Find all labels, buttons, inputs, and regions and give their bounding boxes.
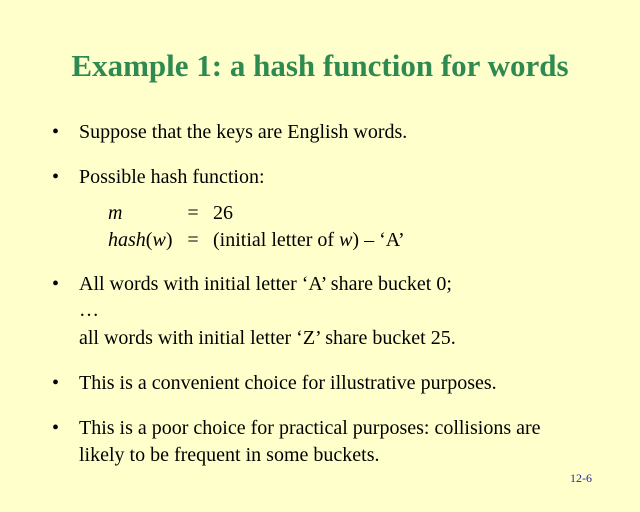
bucket-z-line: all words with initial letter ‘Z’ share bucket 25. [79, 327, 456, 349]
collisions-line: likely to be frequent in some buckets. [79, 444, 380, 466]
bullet-dot: • [52, 417, 60, 439]
formula-m-lhs [108, 200, 178, 227]
page-number: 12-6 [570, 471, 592, 485]
equals-sign: = [187, 202, 199, 224]
bullet-dot: • [52, 121, 60, 143]
rhs-prefix: (initial letter of [213, 229, 340, 251]
bullet-bucket-a [52, 271, 452, 298]
bullet-hash-function [52, 164, 265, 191]
slide-title: Example 1: a hash function for words [71, 48, 569, 83]
formula-m-line [108, 200, 233, 227]
bullet-text: Suppose that the keys are English words. [79, 121, 408, 143]
bullet-text: All words with initial letter ‘A’ share bucket 0; [79, 273, 452, 295]
var-w: w [152, 229, 166, 251]
formula-hash-line [108, 227, 405, 254]
var-w: w [339, 229, 353, 251]
rhs-suffix: ) – ‘A’ [352, 229, 405, 251]
bullet-dot: • [52, 273, 60, 295]
bullet-text: This is a poor choice for practical purposes: collisions are [79, 417, 541, 439]
bullet-poor-choice [52, 415, 541, 442]
open-paren: ( [145, 229, 153, 251]
bullet-keys [52, 119, 407, 146]
bullet-text: Possible hash function: [79, 166, 265, 188]
ellipsis-line: … [79, 299, 99, 321]
m-value: 26 [213, 202, 233, 224]
close-paren: ) [165, 229, 173, 251]
var-m: m [108, 202, 123, 224]
bullet-convenient [52, 370, 497, 397]
formula-hash-lhs [108, 227, 178, 254]
bullet-dot: • [52, 372, 60, 394]
hash-name: hash [108, 229, 146, 251]
equals-sign: = [187, 229, 199, 251]
bullet-dot: • [52, 166, 60, 188]
bullet-text: This is a convenient choice for illustrative purposes. [79, 372, 497, 394]
